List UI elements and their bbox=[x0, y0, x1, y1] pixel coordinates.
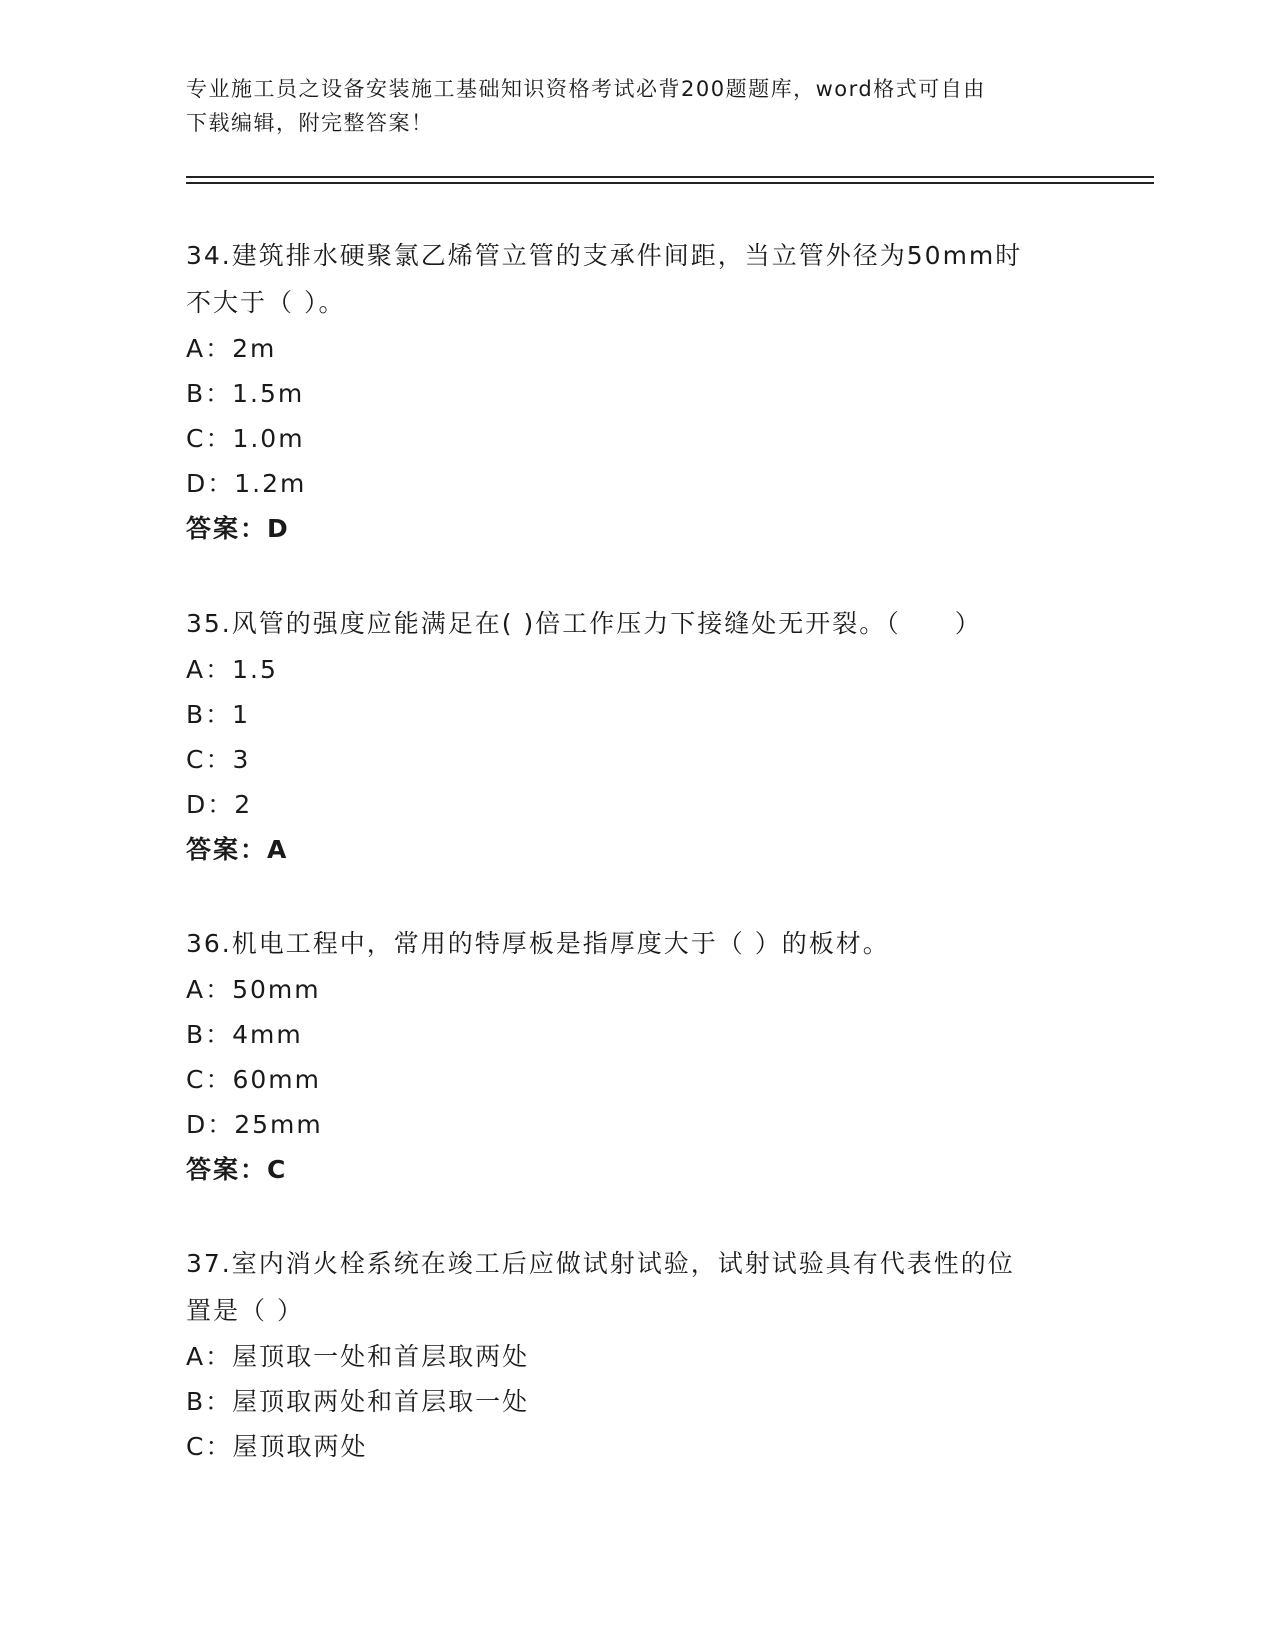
option-d: D：2 bbox=[186, 790, 253, 819]
option-d: D：25mm bbox=[186, 1110, 323, 1139]
option-a: A：屋顶取一处和首层取两处 bbox=[186, 1342, 530, 1371]
option-d: D：1.2m bbox=[186, 469, 307, 498]
header-line-1: 专业施工员之设备安装施工基础知识资格考试必背200题题库，word格式可自由 bbox=[186, 77, 986, 101]
question-34 bbox=[186, 232, 1086, 551]
option-a: A：50mm bbox=[186, 975, 321, 1004]
question-stem-line: 35.风管的强度应能满足在( )倍工作压力下接缝处无开裂。（ ） bbox=[186, 609, 982, 638]
answer-line: 答案：A bbox=[186, 835, 289, 864]
option-b: B：屋顶取两处和首层取一处 bbox=[186, 1387, 530, 1416]
option-c: C：60mm bbox=[186, 1065, 321, 1094]
answer-line: 答案：D bbox=[186, 514, 290, 543]
header-divider-bottom bbox=[186, 182, 1154, 184]
option-c: C：屋顶取两处 bbox=[186, 1432, 368, 1461]
question-35 bbox=[186, 600, 1086, 872]
question-stem-line: 37.室内消火栓系统在竣工后应做试射试验，试射试验具有代表性的位 bbox=[186, 1249, 1015, 1278]
option-b: B：1.5m bbox=[186, 379, 305, 408]
option-b: B：1 bbox=[186, 700, 251, 729]
answer-line: 答案：C bbox=[186, 1155, 288, 1184]
question-37 bbox=[186, 1240, 1086, 1469]
question-stem-line: 不大于（ ）。 bbox=[186, 288, 346, 317]
question-stem-line: 36.机电工程中，常用的特厚板是指厚度大于（ ）的板材。 bbox=[186, 929, 890, 958]
option-c: C：3 bbox=[186, 745, 251, 774]
option-c: C：1.0m bbox=[186, 424, 305, 453]
document-header bbox=[186, 72, 1086, 140]
header-divider-top bbox=[186, 176, 1154, 178]
header-line-2: 下载编辑，附完整答案！ bbox=[186, 111, 434, 135]
question-stem-line: 34.建筑排水硬聚氯乙烯管立管的支承件间距，当立管外径为50mm时 bbox=[186, 241, 1023, 270]
option-a: A：1.5 bbox=[186, 655, 278, 684]
question-stem-line: 置是（ ） bbox=[186, 1296, 304, 1325]
option-b: B：4mm bbox=[186, 1020, 303, 1049]
question-36 bbox=[186, 920, 1086, 1192]
option-a: A：2m bbox=[186, 334, 277, 363]
